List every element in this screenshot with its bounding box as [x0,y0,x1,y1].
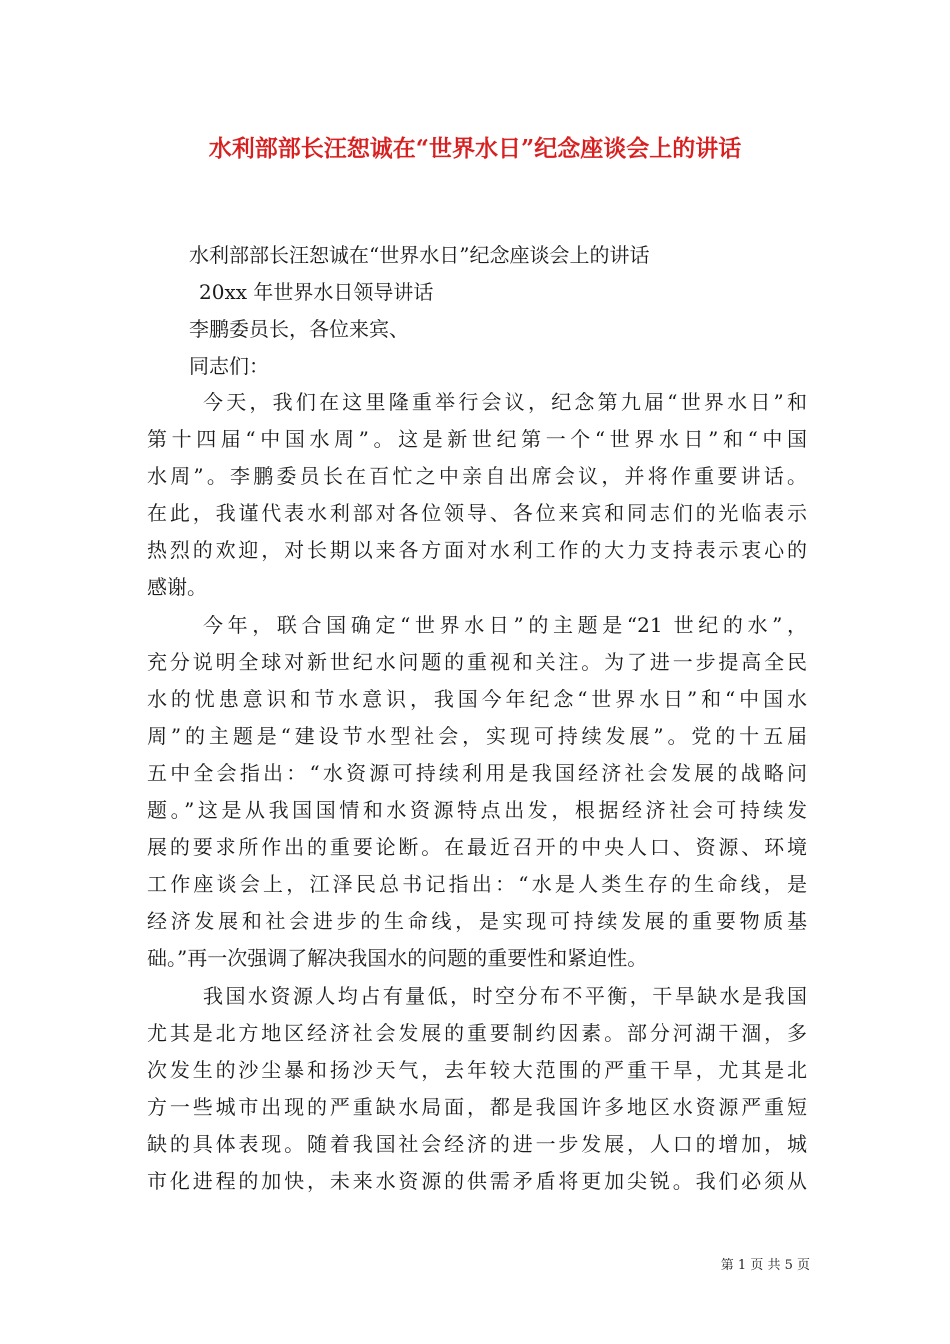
paragraph-line: 第十四届“中国水周”。这是新世纪第一个“世界水日”和“中国 [147,427,807,451]
paragraph-line: 市化进程的加快，未来水资源的供需矛盾将更加尖锐。我们必须从 [147,1169,807,1193]
paragraph-line: 次发生的沙尘暴和扬沙天气，去年较大范围的严重干旱，尤其是北 [147,1058,807,1082]
paragraph-1 [147,384,807,606]
paragraph-line: 感谢。 [147,575,207,599]
paragraph-line: 在此，我谨代表水利部对各位领导、各位来宾和同志们的光临表示 [147,501,807,525]
paragraph-line: 周”的主题是“建设节水型社会，实现可持续发展”。党的十五届 [147,724,807,748]
paragraph-line: 尤其是北方地区经济社会发展的重要制约因素。部分河湖干涸，多 [147,1021,807,1045]
paragraph-line: 五中全会指出：“水资源可持续利用是我国经济社会发展的战略问 [147,761,807,785]
paragraph-line: 方一些城市出现的严重缺水局面，都是我国许多地区水资源严重短 [147,1095,807,1119]
page-footer: 第 1 页 共 5 页 [720,1258,810,1273]
paragraph-line: 我国水资源人均占有量低，时空分布不平衡，干旱缺水是我国 [203,984,807,1008]
paragraph-line: 水的忧患意识和节水意识，我国今年纪念“世界水日”和“中国水 [147,687,807,711]
paragraph-line: 题。”这是从我国国情和水资源特点出发，根据经济社会可持续发 [147,798,807,822]
paragraph-line: 工作座谈会上，江泽民总书记指出：“水是人类生存的生命线，是 [147,872,807,896]
paragraph-line: 今年，联合国确定“世界水日”的主题是“21 世纪的水”， [203,613,807,637]
header-line-subtitle: 20xx 年世界水日领导讲话 [199,280,434,304]
document-title: 水利部部长汪恕诚在“世界水日”纪念座谈会上的讲话 [208,135,742,162]
header-line-comrades: 同志们： [189,354,269,378]
header-line-salutation: 李鹏委员长，各位来宾、 [189,317,409,341]
paragraph-2 [147,607,807,977]
paragraph-line: 水周”。李鹏委员长在百忙之中亲自出席会议，并将作重要讲话。 [147,464,807,488]
paragraph-line: 热烈的欢迎，对长期以来各方面对水利工作的大力支持表示衷心的 [147,538,807,562]
paragraph-line: 础。”再一次强调了解决我国水的问题的重要性和紧迫性。 [147,946,648,970]
paragraph-line: 今天，我们在这里隆重举行会议，纪念第九届“世界水日”和 [203,390,807,414]
paragraph-line: 充分说明全球对新世纪水问题的重视和关注。为了进一步提高全民 [147,650,807,674]
paragraph-line: 经济发展和社会进步的生命线，是实现可持续发展的重要物质基 [147,909,807,933]
header-line-title: 水利部部长汪恕诚在“世界水日”纪念座谈会上的讲话 [189,243,650,267]
paragraph-line: 展的要求所作出的重要论断。在最近召开的中央人口、资源、环境 [147,835,807,859]
paragraph-line: 缺的具体表现。随着我国社会经济的进一步发展，人口的增加，城 [147,1132,807,1156]
paragraph-3 [147,978,807,1200]
